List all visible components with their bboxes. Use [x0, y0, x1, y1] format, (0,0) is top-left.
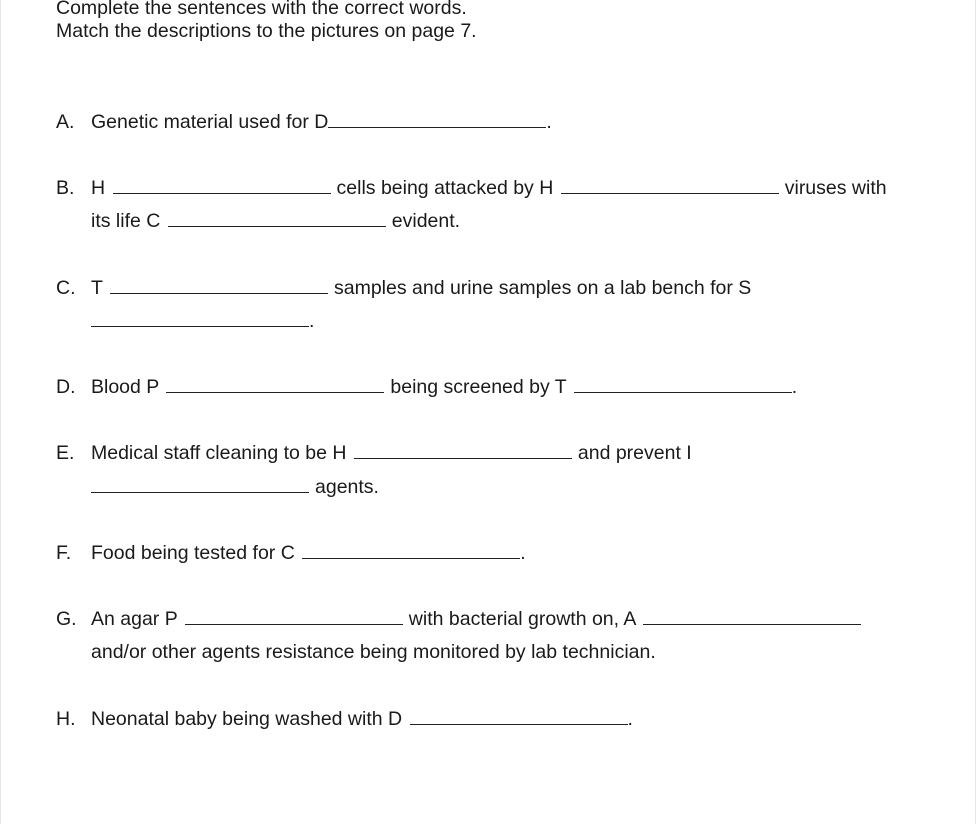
answer-blank[interactable]: [113, 175, 331, 194]
sentence-g-continued: [91, 639, 656, 665]
answer-blank[interactable]: [643, 606, 861, 625]
item-label: G.: [56, 608, 77, 630]
sentence-text: Blood P: [91, 376, 159, 398]
instruction-line-2: Match the descriptions to the pictures on page 7.: [56, 20, 477, 42]
sentence-text: T: [91, 277, 103, 299]
sentence-text: Medical staff cleaning to be H: [91, 442, 347, 464]
sentence-f: [56, 540, 526, 566]
answer-blank[interactable]: [168, 208, 386, 227]
sentence-end: .: [791, 376, 798, 398]
answer-blank[interactable]: [110, 275, 328, 294]
page-left-edge: [0, 0, 1, 824]
sentence-text: agents.: [315, 476, 379, 498]
sentence-h: [56, 706, 633, 732]
instruction-line-1: Complete the sentences with the correct words.: [56, 0, 467, 19]
sentence-e: [56, 440, 692, 466]
sentence-text: Neonatal baby being washed with D: [91, 708, 403, 730]
sentence-text: viruses with: [784, 177, 887, 199]
sentence-a: [56, 109, 552, 135]
answer-blank[interactable]: [561, 175, 779, 194]
sentence-end: .: [627, 708, 633, 730]
answer-blank[interactable]: [91, 474, 309, 493]
sentence-text: samples and urine samples on a lab bench for S: [333, 277, 752, 299]
sentence-end: .: [520, 542, 526, 564]
item-label: H.: [56, 708, 76, 730]
sentence-b: [56, 175, 887, 201]
item-label: D.: [56, 376, 76, 398]
sentence-text: An agar P: [91, 608, 178, 630]
sentence-e-continued: [91, 474, 379, 500]
sentence-d: [56, 374, 797, 400]
answer-blank[interactable]: [302, 540, 520, 559]
sentence-text: being screened by T: [390, 376, 567, 398]
sentence-c-continued: [91, 308, 314, 334]
sentence-text: cells being attacked by H: [336, 177, 554, 199]
sentence-text: Genetic material used for D: [91, 111, 329, 133]
item-label: E.: [56, 442, 75, 464]
sentence-b-continued: [91, 208, 460, 234]
sentence-text: its life C: [91, 210, 161, 232]
sentence-end: .: [309, 310, 315, 332]
answer-blank[interactable]: [354, 440, 572, 459]
item-label: B.: [56, 177, 75, 199]
answer-blank[interactable]: [328, 109, 546, 128]
answer-blank[interactable]: [410, 706, 628, 725]
item-label: F.: [56, 542, 72, 564]
sentence-text: H: [91, 177, 106, 199]
sentence-end: .: [546, 111, 552, 133]
answer-blank[interactable]: [91, 308, 309, 327]
sentence-g: [56, 606, 861, 632]
sentence-text: evident.: [391, 210, 461, 232]
answer-blank[interactable]: [166, 374, 384, 393]
item-label: C.: [56, 277, 76, 299]
answer-blank[interactable]: [185, 606, 403, 625]
answer-blank[interactable]: [574, 374, 792, 393]
item-label: A.: [56, 111, 75, 133]
sentence-text: with bacterial growth on, A: [408, 608, 636, 630]
sentence-text: and prevent I: [577, 442, 692, 464]
sentence-text: Food being tested for C: [91, 542, 295, 564]
sentence-text: and/or other agents resistance being monitored by lab technician.: [91, 641, 656, 663]
sentence-c: [56, 275, 751, 301]
